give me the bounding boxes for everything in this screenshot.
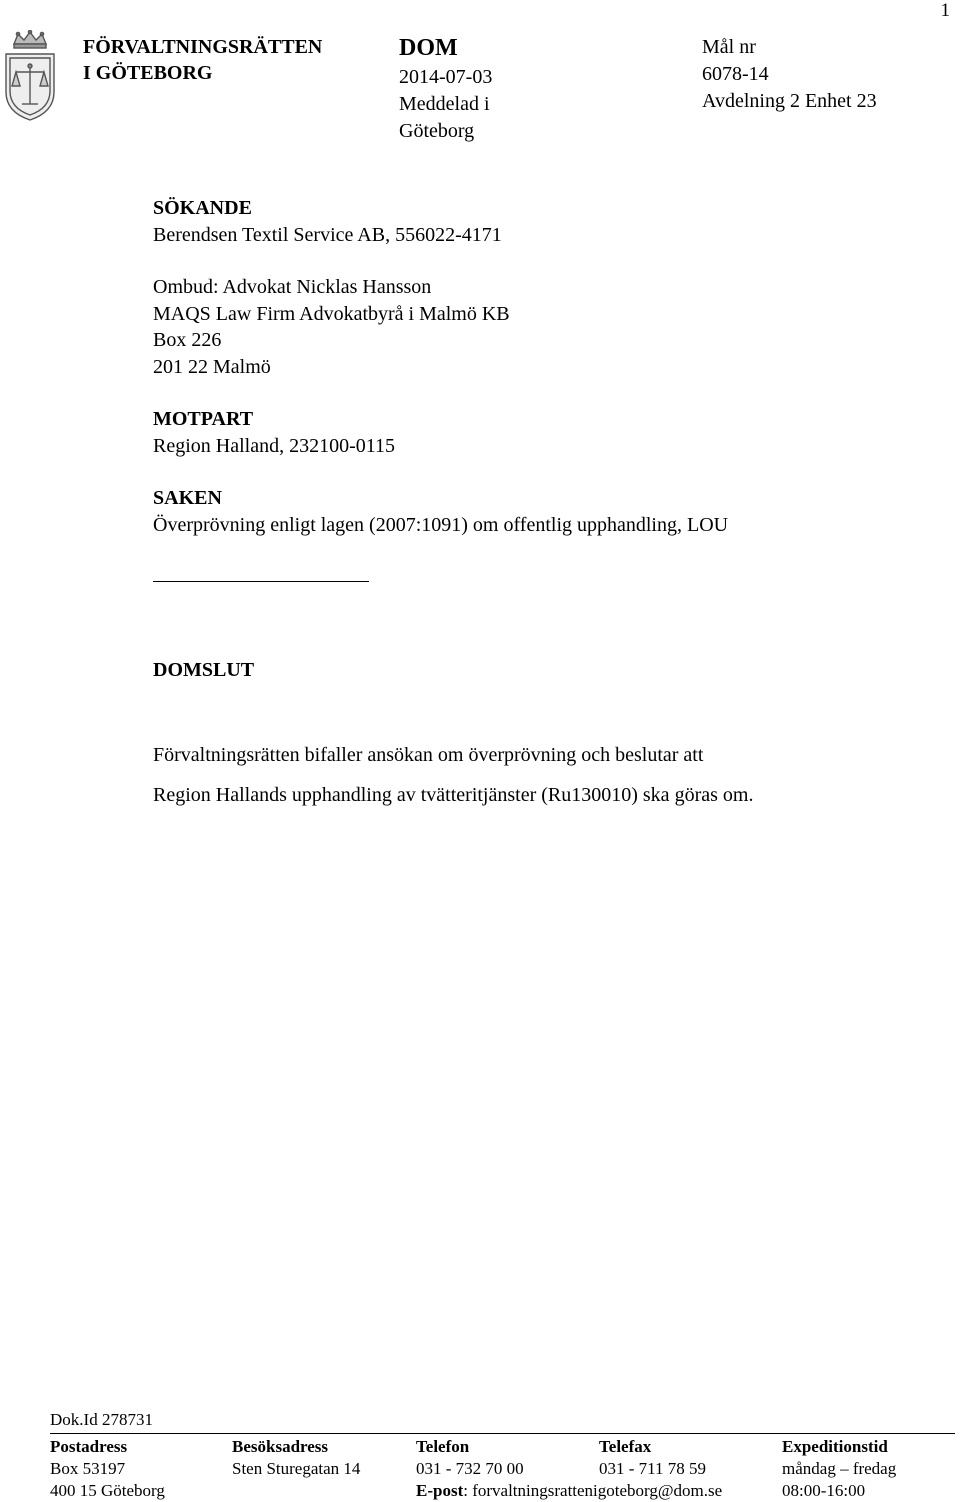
- hours-heading: Expeditionstid: [782, 1437, 888, 1456]
- court-name-line1: FÖRVALTNINGSRÄTTEN: [83, 36, 323, 58]
- email-line: [416, 1480, 722, 1502]
- visit-heading: Besöksadress: [232, 1437, 329, 1456]
- document-id: Dok.Id 278731: [50, 1410, 153, 1429]
- announced-line2: Göteborg: [399, 120, 475, 142]
- ruling-heading: DOMSLUT: [153, 659, 255, 681]
- applicant-section: [153, 195, 502, 248]
- representative-postal: 201 22 Malmö: [153, 355, 271, 378]
- footer-hours: [782, 1436, 896, 1502]
- email-label: E-post: [416, 1481, 464, 1500]
- ruling-text: [153, 735, 753, 815]
- fax-number: 031 - 711 78 59: [599, 1459, 707, 1478]
- postal-heading: Postadress: [50, 1437, 128, 1456]
- footer-divider: [50, 1433, 955, 1434]
- document-meta: [399, 64, 492, 145]
- footer-visit: [232, 1436, 360, 1480]
- footer-postal: [50, 1436, 165, 1502]
- ruling-line1: Förvaltningsrätten bifaller ansökan om överprövning och beslutar att: [153, 744, 704, 766]
- representative-name: Ombud: Advokat Nicklas Hansson: [153, 276, 432, 298]
- counterparty-heading: MOTPART: [153, 408, 254, 430]
- applicant-heading: SÖKANDE: [153, 197, 252, 219]
- visit-line1: Sten Sturegatan 14: [232, 1459, 361, 1478]
- hours-days: måndag – fredag: [782, 1459, 897, 1478]
- section-divider: [153, 581, 369, 582]
- matter-text: Överprövning enligt lagen (2007:1091) om offentlig upphandling, LOU: [153, 513, 729, 536]
- announced-line1: Meddelad i: [399, 93, 490, 115]
- counterparty-name: Region Halland, 232100-0115: [153, 434, 396, 457]
- case-label: Mål nr: [702, 36, 756, 58]
- phone-number: 031 - 732 70 00: [416, 1459, 524, 1478]
- matter-section: [153, 485, 728, 538]
- email-address[interactable]: : forvaltningsrattenigoteborg@dom.se: [463, 1481, 723, 1500]
- footer-fax: [599, 1436, 706, 1480]
- representative-section: [153, 274, 510, 380]
- counterparty-section: [153, 406, 395, 459]
- coat-of-arms-emblem: [0, 30, 60, 122]
- postal-line2: 400 15 Göteborg: [50, 1481, 165, 1500]
- representative-firm: MAQS Law Firm Advokatbyrå i Malmö KB: [153, 302, 510, 325]
- document-type: DOM: [399, 35, 458, 61]
- fax-heading: Telefax: [599, 1437, 652, 1456]
- representative-box: Box 226: [153, 329, 222, 351]
- division: Avdelning 2 Enhet 23: [702, 90, 877, 112]
- court-name-line2: I GÖTEBORG: [83, 62, 213, 84]
- case-number: 6078-14: [702, 63, 769, 85]
- matter-heading: SAKEN: [153, 487, 222, 509]
- ruling-line2: Region Hallands upphandling av tvätteritjänster (Ru130010) ska göras om.: [153, 784, 754, 806]
- page-number: 1: [940, 0, 950, 21]
- phone-heading: Telefon: [416, 1437, 470, 1456]
- document-date: 2014-07-03: [399, 66, 493, 88]
- postal-line1: Box 53197: [50, 1459, 126, 1478]
- hours-time: 08:00-16:00: [782, 1481, 866, 1500]
- case-info: [702, 34, 877, 115]
- court-name: [83, 34, 322, 86]
- applicant-name: Berendsen Textil Service AB, 556022-4171: [153, 223, 502, 246]
